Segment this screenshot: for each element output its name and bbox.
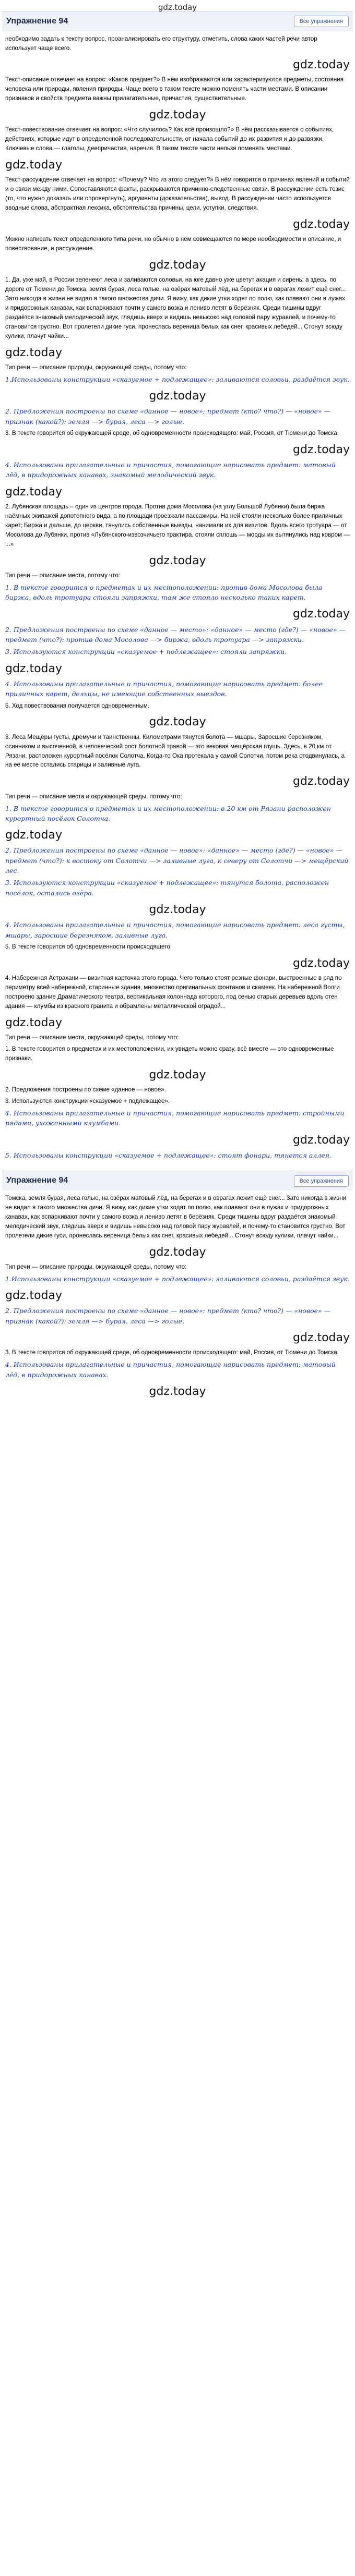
paragraph: 4. Набережная Астрахани — визитная карточка этого города. Чего только стоят резные фонари, выстроенные в ряд по периметру всей набережной, старинные здания, множество оригинальных фонтанов и скамеек. На набережной Волги построено здание Драматического театра, вертикальная колоннада которого, под сенью старых деревьев вдоль стен здания — клумбы из красного гранита и обрамлены металлической оградой... [5, 975, 342, 1010]
exercise-title: Упражнение 94 [6, 1176, 68, 1185]
watermark: gdz.today [292, 775, 350, 788]
watermark: gdz.today [5, 1016, 63, 1030]
paragraph: Тип речи — описание природы, окружающей среды, потому что: [5, 363, 187, 371]
paragraph: 3. Используются конструкции «сказуемое + подлежащее». [5, 1098, 170, 1105]
paragraph: 2. Предложения построены по схеме «данное — место»: «данное» — место (где?) — «новое» — предмет (что?): против дома Мосолова —> биржа, вдоль тротуара —> запряжки. [5, 625, 346, 643]
exercise-content-2 [0, 1190, 355, 1405]
watermark: gdz.today [149, 258, 206, 272]
top-bar [0, 0, 355, 11]
paragraph: 3. Леса Мещёры густы, дремучи и таинственны. Километрами тянутся болота — мшары. Заросшие березняком, осинником и высоченной, в человеческий рост болотной травой — это вековая мещёрская глушь. Здесь, в 20 км от Рязани, расположен курортный посёлок Солотча. Когда-то Ока протекала у самой Солотчи, потом река отодвинулась, а на её месте остались старицы и заливные луга. [5, 733, 345, 769]
paragraph: 2. Предложения построены по схеме «данное — новое»: предмет (кто? что?) — «новое» — признак (какой?): земля —> бурая, леса —> голые. [5, 1307, 331, 1325]
all-exercises-button[interactable]: Все упражнения [294, 1175, 349, 1187]
paragraph: 3. Используются конструкции «сказуемое + подлежащее»: стояли запряжки. [5, 648, 287, 656]
page-footer-space [0, 1405, 355, 1426]
all-exercises-button[interactable]: Все упражнения [294, 16, 349, 27]
watermark: gdz.today [149, 390, 206, 403]
paragraph: 2. Предложения построены по схеме «данное — новое»: «данное» — место (где?) — «новое» — предмет (что?): к востоку от Солотчи —> заливные луга, к северу от Солотчи —> мещёрский лес. [5, 846, 349, 875]
paragraph: 1.Использованы конструкции «сказуемое + подлежащее»: заливаются соловьи, раздаётся звук. [5, 375, 350, 383]
paragraph: 3. В тексте говорится об окружающей среде, об одновременности происходящего: май, Россия, от Тюмени до Томска. [5, 1349, 339, 1356]
paragraph: Тип речи — описание места и окружающей среды, потому что: [5, 793, 182, 800]
paragraph: Томска, земля бурая, леса голые, на озёрах матовый лёд, на берегах и в оврагах лежит ещё снег... Зато никогда в жизни не видал я такого множества дичи. Я вижу, как дикие утки ходят по полю, как плавают они в лужах и придорожных канавах, как вспархивают почти у самого возка и лениво летят в берёзняк. Среди тишины вдруг раздаётся знакомый мелодический звук, глядишь вверх и видишь невысоко над головой пару журавлей, и почему-то становится грустно. Вот пролетели дикие гуси, пронеслась вереница белых как снег, красивых лебедей... Стонут всюду кулики, плачут чайки... [5, 1195, 347, 1239]
paragraph: 1. Да, уже май, в России зеленеют леса и заливаются соловьи, на юге давно уже цветут акация и сирень; а здесь, по дороге от Тюмени до Томска, земля бурая, леса голые, на озёрах матовый лёд, на берегах и в оврагах лежит ещё снег... Зато никогда в жизни не видал я такого множества дичи. Я вижу, как дикие утки ходят по полю, как плавают они в лужах и придорожных канавах, как вспархивают почти у самого возка и лениво летят в берёзняк. Среди тишины вдруг раздаётся знакомый мелодический звук, глядишь вверх и видишь невысоко над головой пару журавлей, и почему-то становится грустно. Вот пролетели дикие гуси, пронеслась вереница белых как снег, красивых лебедей... Стонут всюду кулики, плачут чайки... [5, 276, 346, 339]
watermark: gdz.today [5, 485, 63, 499]
watermark: gdz.today [5, 158, 63, 172]
paragraph: 3. Используются конструкции «сказуемое + подлежащее»: тянутся болота, расположен посёлок, остались озёра. [5, 879, 329, 897]
paragraph: Тип речи — описание природы, окружающей среды, потому что: [5, 1263, 187, 1270]
watermark: gdz.today [149, 554, 206, 567]
paragraph: необходимо задать к тексту вопрос, проанализировать его структуру, отметить, слова каких частей речи автор использует чаще всего. [5, 35, 317, 52]
paragraph: 3. В тексте говорится об окружающей среде, об одновременности происходящего: май, Россия, от Тюмени до Томска. [5, 429, 339, 436]
paragraph: Тип речи — описание места, окружающей среды, потому что: [5, 1034, 179, 1041]
paragraph: Текст-рассуждение отвечает на вопрос: «Почему? Что из этого следует?» В нём говорится о причинах явлений и событий и о связи между ними. Сопоставляются факты, раскрываются причинно-следственные связи. В рассуждении есть тезис (то, что нужно доказать или опровергнуть), аргументы (доказательства), вывод. В рассуждении часто используется вводные слова, абстрактная лексика, обстоятельства причины, цели, уступки, следствия. [5, 176, 350, 211]
watermark: gdz.today [5, 829, 63, 842]
paragraph: 5. Использованы конструкции «сказуемое + подлежащее»: стоят фонари, тянется аллея. [5, 1151, 332, 1159]
watermark: gdz.today [292, 58, 350, 71]
paragraph: 4. Использованы прилагательные и причастия, помогающие нарисовать предмет: стройными рядами, ухоженными клумбами. [5, 1109, 345, 1127]
exercise-header-2 [2, 1171, 353, 1190]
paragraph: 4. Использованы прилагательные и причастия, помогающие нарисовать предмет: матовый лёд, в придорожных канавах, знакомый мелодический звук. [5, 460, 336, 479]
paragraph: 2. Предложения построены по схеме «данное — новое»: предмет (кто? что?) — «новое» — признак (какой?): земля —> бурая, леса —> голые. [5, 407, 331, 426]
paragraph: Можно написать текст определенного типа речи, но обычно в нём совмещаются по мере необходимости и описание, и повествование, и рассуждение. [5, 235, 341, 252]
paragraph: 5. Ход повествования получается одновременным. [5, 702, 149, 709]
paragraph: 4. Использованы прилагательные и причастия, помогающие нарисовать предмет: матовый лёд, в придорожных канавах. [5, 1360, 336, 1379]
paragraph: Текст-повествование отвечает на вопрос: «Что случилось? Как всё произошло?» В нём рассказывается о событиях, действиях, которые идут в определенной последовательности, от начала событий до их развития и до развязки. Ключевые слова — глаголы, деепричастия, наречия. В таком тексте части нельзя поменять местами. [5, 126, 334, 152]
paragraph: 5. В тексте говорится об одновременности происходящего. [5, 943, 172, 951]
paragraph: Текст-описание отвечает на вопрос: «Каков предмет?» В нём изображаются или характеризуются предметы, состояния человека или природы, явления природы. Чаще всего в таком тексте можно поменять части местами. В описании признаков и свойств предмета важны прилагательные, причастия, существительные. [5, 76, 344, 102]
watermark: gdz.today [149, 903, 206, 917]
paragraph: 2. Предложения построены по схеме «данное — новое». [5, 1086, 166, 1093]
watermark: gdz.today [292, 217, 350, 231]
watermark: gdz.today [149, 108, 206, 121]
site-logo[interactable]: gdz.today [158, 3, 197, 12]
watermark: gdz.today [149, 1245, 206, 1259]
exercise-title: Упражнение 94 [6, 17, 68, 26]
watermark: gdz.today [149, 1068, 206, 1082]
paragraph: 4. Использованы прилагательные и причастия, помогающие нарисовать предмет: более приличных карет, дельцы, не имеющие собственных выездов. [5, 679, 323, 698]
watermark: gdz.today [149, 715, 206, 729]
paragraph: 1. В тексте говорится о предметах и их местоположении: в 20 км от Рязани расположен курортный посёлок Солотча. [5, 804, 332, 822]
watermark: gdz.today [292, 1331, 350, 1345]
watermark: gdz.today [5, 1289, 63, 1303]
watermark: gdz.today [292, 607, 350, 621]
watermark: gdz.today [5, 346, 63, 359]
paragraph: 1. В тексте говорится о предметах и их местоположении: против дома Мосолова была биржа, вдоль тротуара стояли запряжки, там же стояло несколько таких карет. [5, 583, 323, 602]
watermark: gdz.today [149, 1385, 206, 1398]
exercise-header-1 [2, 11, 353, 31]
watermark: gdz.today [292, 957, 350, 970]
paragraph: 1.Использованы конструкции «сказуемое + подлежащее»: заливаются соловьи, раздаётся звук. [5, 1274, 350, 1283]
paragraph: 2. Лубянская площадь – один из центров города. Против дома Мосолова (на углу Большой Лубянки) была биржа наёмных экипажей допотопного вида, а по площади проезжали пассажиры. На ней стояли несколько более приличных карет; Биржа и дальше, до церкви, тянулись собственные выезды, нанимали их для визитов. Вдоль всего тротуара — от Мосолова до Лубянки, против «Лубянского-извозчичьего трактира, стояли сплошь — морды их вытянулись над ковром — ...» [5, 503, 350, 548]
watermark: gdz.today [292, 443, 350, 456]
watermark: gdz.today [292, 1133, 350, 1147]
exercise-content-1 [0, 31, 355, 1165]
paragraph: 1. В тексте говорится о предметах и их местоположении, их увидеть можно сразу, всё вместе — это одновременные признаки. [5, 1046, 334, 1062]
paragraph: 4. Использованы прилагательные и причастия, помогающие нарисовать предмет: леса густы, мшары, заросшие березняком, заливные луга. [5, 921, 345, 939]
watermark: gdz.today [5, 662, 63, 675]
paragraph: Тип речи — описание места, потому что: [5, 572, 120, 579]
